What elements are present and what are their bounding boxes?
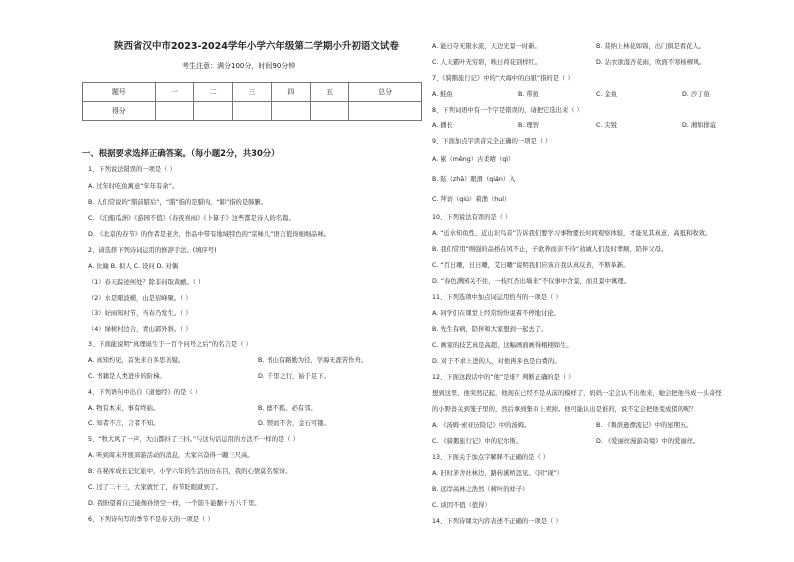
score-table [82, 82, 422, 121]
score-cell[interactable] [271, 102, 310, 121]
option-a: A. 鲑鱼 [432, 91, 453, 98]
option-c: C. 《骑鹅旅行记》中的尼尔斯。 [432, 438, 523, 445]
question-line: 4、下列语句中出自《道德经》的是（ ） [88, 389, 202, 396]
question-line: C. 《泊船瓜洲》《游园不值》《春夜喜雨》《卜算子》这些都是诗人的名篇。 [88, 215, 295, 222]
question-line: 2、请选择下列诗词运用的修辞手法。(填序号) [88, 247, 217, 254]
question-line: B. 远岸高林之浩然（树叶的样子） [432, 486, 529, 493]
question-line: A. 物有本末，事有终始。 [88, 405, 160, 412]
question-line: （4）绿树村边合，青山郭外斜。（ ） [88, 326, 192, 333]
score-header-cell: 题号 [83, 83, 156, 102]
option-d: D. 《爱丽丝漫游奇境》中的爱丽丝。 [596, 438, 700, 445]
score-header-cell: 五 [310, 83, 349, 102]
option-b: B. 《鲁滨逊漂流记》中的星期五。 [596, 422, 693, 429]
question-line: B. 在秘库成长记忆旅中，小学六年的生活历历在目，我的心情莫名惊讶。 [88, 468, 292, 475]
option-b: B. 带鱼 [518, 91, 539, 98]
question-line: D. 《北京的春节》的作者是老舍，作品中带有地域特色的“京味儿”语言值得细细品味。 [88, 231, 331, 238]
question-line: D. 对于不求上进的人，对他再多也是白费的。 [432, 358, 561, 365]
section-heading: 一、根据要求选择正确答案。（每小题2分，共30分） [82, 148, 280, 158]
score-cell[interactable] [233, 102, 272, 121]
question-line: 1、下列说法错误的一项是（ ） [88, 166, 176, 173]
score-header-cell: 二 [194, 83, 233, 102]
question-line: 5、“牧大风了一声，大山都抖了三抖。”与这句话运用的方法不一样的是（ ） [88, 436, 299, 443]
question-line: A. 旧时茅舍社林边，路转溪桥忽见。（同“现”） [432, 470, 564, 477]
question-line: A. 同学们在课堂上经常纷纷说着不停地讨论。 [432, 310, 560, 317]
question-line: C. 拜访（qiú）着渔（huí） [432, 196, 511, 203]
score-table-row [83, 102, 422, 121]
question-line: 7、《骑鹅旅行记》中的“大海中的白银”指的是（ ） [432, 75, 574, 82]
question-line: 8、下列词语中有一个字是错误的，请把它选出来（ ） [432, 107, 583, 114]
score-table-header-row [83, 83, 422, 102]
question-line: A. 比喻 B. 拟人 C. 设问 D. 对偶 [88, 263, 179, 270]
question-line: 10、下列说法有误的是（ ） [432, 214, 512, 221]
option-d: D. 沾衣欲湿杏花雨，吹面不寒杨柳风。 [596, 59, 706, 66]
score-header-cell: 一 [155, 83, 194, 102]
question-line: A. 累（měng）古柔晴（qì） [432, 156, 515, 163]
question-line: A. 过年时吃鱼寓意“年年有余”。 [88, 183, 179, 190]
option-d: D. 锲而不舍，金石可镂。 [258, 420, 330, 427]
question-line: B. 眩（zhā）眼滑（qián）入 [432, 176, 516, 183]
question-line: B. 我们常用“刚强的品格在风不止，子欲养而亲不待”劝诫人们及时孝顺，陪伴父母。 [432, 246, 668, 253]
question-line: C. 知者不言，言者不知。 [88, 420, 160, 427]
option-c: C. 尖锐 [596, 122, 617, 129]
option-a: A. 播长 [432, 122, 453, 129]
option-a: A. 真知灼见，首先来自多思善疑。 [88, 357, 185, 364]
score-header-cell: 总分 [349, 83, 422, 102]
option-b: B. 书山有路勤为径，学海无涯苦作舟。 [258, 357, 368, 364]
question-line: 13、下面关于加点字解释不正确的是（ ） [432, 454, 550, 461]
score-cell[interactable] [349, 102, 422, 121]
question-line: 6、下列诗句写的季节不是春天的一项是（ ） [88, 516, 214, 523]
question-line: C. 过了二十三，大家就忙了，春节眨眼就到了。 [88, 484, 223, 491]
question-line: A. 听到周末开展郊游活动的消息，大家兴奋得一蹦三尺高。 [88, 452, 254, 459]
question-line: C. 书籍是人类进步的阶梯。 [88, 373, 166, 380]
option-d: D. 千里之行，始于足下。 [258, 373, 330, 380]
question-line: 12、下面这段话中的“他”是谁？判断正确的是（ ） [432, 374, 575, 381]
score-header-cell: 三 [233, 83, 272, 102]
option-a: A. 能日夺无限水流，天边光景一时新。 [432, 43, 541, 50]
score-cell[interactable] [310, 102, 349, 121]
question-line: C. “百日雕，日日雕，艾日雕”说明我们应该自我认真反省，不断革新。 [432, 262, 630, 269]
option-d: D. 沙丁鱼 [682, 91, 710, 98]
question-line: C. 谈因不值（值得） [432, 502, 491, 509]
option-c: C. 人天霸叶无穷碧，映日荷花别样红。 [432, 59, 542, 66]
question-line: 9、下面加点字读音完全正确的一项是（ ） [432, 138, 552, 145]
option-b: B. 德不孤，必有邻。 [258, 405, 317, 412]
score-row-label: 得分 [83, 102, 156, 121]
score-cell[interactable] [194, 102, 233, 121]
question-line: 想到这里，他突然记起，他现在已经不是从前的模样了，妈妈一定会认不出他来，她会把他当成一头奇怪 [432, 390, 722, 397]
option-b: B. 理智 [518, 122, 539, 129]
question-line: （1）春天踪迹何处？除非问取黄鹂。（ ） [88, 279, 205, 286]
option-d: D. 湘如排谊 [682, 122, 717, 129]
question-line: D. “春色满园关不住，一枝红杏出墙来”不仅事中含景，而且景中寓理。 [432, 278, 630, 285]
question-line: 3、下面能说明“真理诞生于一百个问号之后”的名言是（ ） [88, 341, 252, 348]
exam-title: 陕西省汉中市2023-2024学年小学六年级第二学期小升初语文试卷 [114, 41, 399, 52]
option-b: B. 昔纳上林花如锦，出门俱是看花人。 [596, 43, 706, 50]
option-c: C. 金鱼 [596, 91, 617, 98]
question-line: C. 画家的技艺真是高超，这幅画面画得栩栩如生。 [432, 342, 573, 349]
question-line: 14、下列诗课文内容表述不正确的一项是（ ） [432, 518, 562, 525]
option-a: A. 《汤姆·索亚历险记》中的汤姆。 [432, 422, 531, 429]
exam-notice: 考生注意：满分100分，时间90分钟 [182, 62, 296, 70]
question-line: 11、下列选项中加点词运用恰当的一项是（ ） [432, 294, 562, 301]
question-line: A. “近水知鱼性，近山识鸟音”告诉我们要学习事物要长时间观察体验，才能见其真意、高抵和收效。 [432, 230, 712, 237]
score-cell[interactable] [155, 102, 194, 121]
question-line: D. 我盼望着自己能像孙悟空一样，一个筋斗能翻十万八千里。 [88, 500, 261, 507]
question-line: 的小野兽关到笼子里的，然后拿到集市上卖掉。他可能认出是谁的，说不定会把他变成猪的呢？ [432, 406, 697, 413]
question-line: （2）水是眼波横，山是眉峰聚。（ ） [88, 295, 192, 302]
question-line: B. 先生有病，陪伴和大家想到一起去了。 [432, 326, 548, 333]
question-line: B. 人们常说的“腊前腊后”，“腊”指的是腊肉，“肺”指的是肺腑。 [88, 199, 268, 206]
question-line: （3）好雨知时节，当春乃发生。（ ） [88, 310, 192, 317]
score-header-cell: 四 [271, 83, 310, 102]
